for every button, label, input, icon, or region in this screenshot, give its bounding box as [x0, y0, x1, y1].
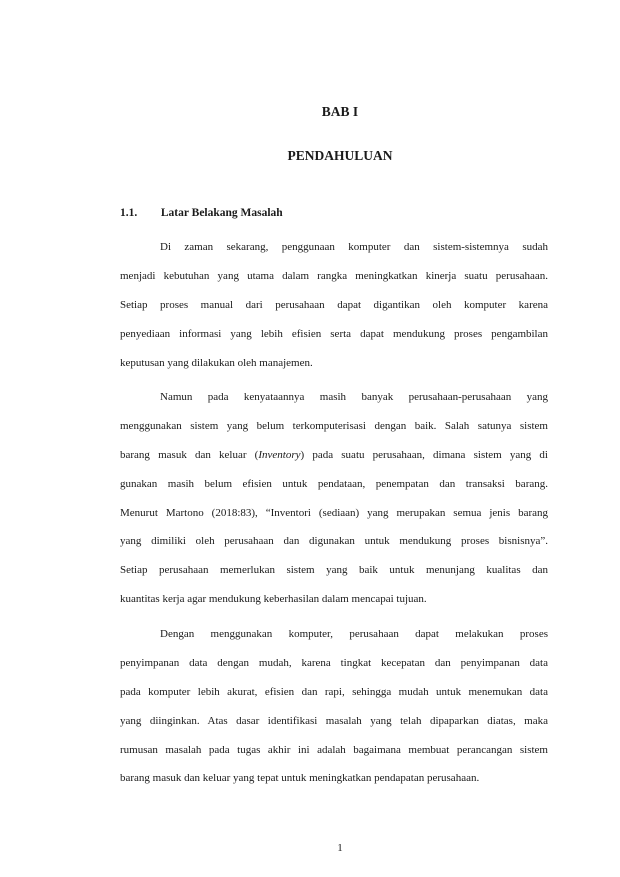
paragraph-line: keputusan yang dilakukan oleh manajemen. [120, 356, 313, 369]
paragraph-line: pada komputer lebih akurat, efisien dan rapi, sehingga mudah untuk menemukan data [120, 685, 548, 698]
paragraph-line: barang masuk dan keluar yang tepat untuk meningkatkan pendapatan perusahaan. [120, 772, 480, 785]
paragraph-line: menjadi kebutuhan yang utama dalam rangka meningkatkan kinerja suatu perusahaan. [120, 269, 548, 282]
section-title: Latar Belakang Masalah [160, 207, 283, 219]
inventory-term: Inventory [258, 448, 301, 461]
paragraph-line: Dengan menggunakan komputer, perusahaan dapat melakukan proses [160, 628, 548, 640]
paragraph-2 [120, 383, 548, 614]
paragraph-1 [120, 233, 548, 377]
paragraph-line: Menurut Martono (2018:83), “Inventori (sediaan) yang merupakan semua jenis barang [120, 506, 548, 519]
section-heading [120, 207, 283, 219]
chapter-title: PENDAHULUAN [287, 148, 393, 163]
chapter-heading: BAB I [321, 104, 359, 119]
paragraph-line: rumusan masalah pada tugas akhir ini adalah bagaimana membuat perancangan sistem [120, 743, 548, 756]
paragraph-line: Namun pada kenyataannya masih banyak perusahaan-perusahaan yang [160, 391, 548, 403]
paragraph-line: gunakan masih belum efisien untuk pendataan, penempatan dan transaksi barang. [120, 477, 548, 490]
paragraph-3 [120, 620, 548, 793]
paragraph-line: Di zaman sekarang, penggunaan komputer dan sistem-sistemnya sudah [160, 241, 548, 253]
paragraph-line: barang masuk dan keluar (Inventory) pada suatu perusahaan, dimana sistem yang di [120, 448, 548, 461]
paragraph-line: penyimpanan data dengan mudah, karena tingkat kecepatan dan penyimpanan data [120, 656, 548, 669]
paragraph-line: penyediaan informasi yang lebih efisien serta dapat mendukung proses pengambilan [120, 327, 548, 340]
paragraph-line: yang dimiliki oleh perusahaan dan digunakan untuk mendukung proses bisnisnya”. [120, 535, 548, 548]
section-number: 1.1. [120, 207, 138, 219]
paragraph-line: menggunakan sistem yang belum terkomputerisasi dengan baik. Salah satunya sistem [120, 419, 548, 432]
paragraph-line: yang diinginkan. Atas dasar identifikasi masalah yang telah dipaparkan diatas, maka [120, 714, 548, 727]
page-number: 1 [337, 842, 343, 854]
paragraph-line: Setiap proses manual dari perusahaan dapat digantikan oleh komputer karena [120, 298, 548, 311]
paragraph-line: Setiap perusahaan memerlukan sistem yang baik untuk menunjang kualitas dan [120, 564, 548, 577]
paragraph-line: kuantitas kerja agar mendukung keberhasilan dalam mencapai tujuan. [120, 593, 427, 606]
